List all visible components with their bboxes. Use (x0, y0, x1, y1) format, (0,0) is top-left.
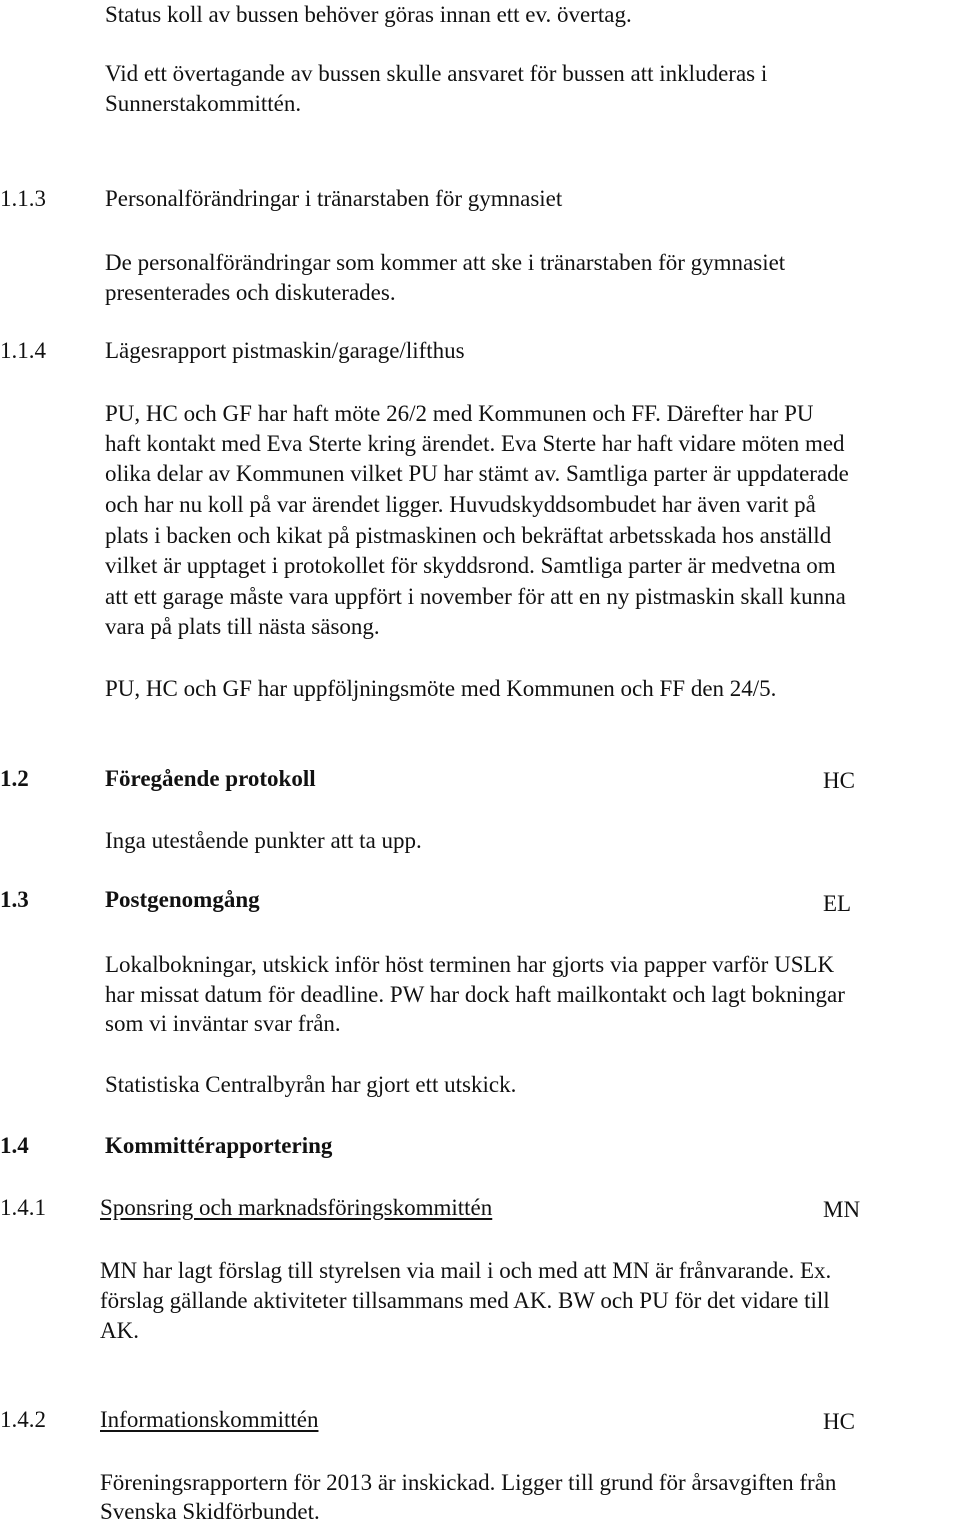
intro-paragraph-2-line-2: Sunnerstakommittén. (105, 91, 302, 116)
section-number-1-3: 1.3 (0, 887, 29, 912)
section-number-1-4: 1.4 (0, 1133, 29, 1158)
section-title-1-4: Kommittérapportering (105, 1133, 333, 1158)
section-body-line: MN har lagt förslag till styrelsen via mail i och med att MN är frånvarande. Ex. (100, 1258, 832, 1283)
section-title-1-3: Postgenomgång (105, 887, 260, 912)
section-responsible-1-2: HC (823, 768, 855, 793)
section-number-1-2: 1.2 (0, 766, 29, 791)
section-number-1-4-1: 1.4.1 (0, 1195, 46, 1220)
section-body-line: olika delar av Kommunen vilket PU har stämt av. Samtliga parter är uppdaterade (105, 461, 849, 486)
section-body-line: Föreningsrapportern för 2013 är inskickad. Ligger till grund för årsavgiften från (100, 1470, 837, 1495)
section-number-1-4-2: 1.4.2 (0, 1407, 46, 1432)
section-body-line: vilket är upptaget i protokollet för skyddsrond. Samtliga parter är medvetna om (105, 553, 836, 578)
section-responsible-1-4-2: HC (823, 1409, 855, 1434)
section-extra-1-3: Statistiska Centralbyrån har gjort ett utskick. (105, 1072, 517, 1097)
section-body-line: haft kontakt med Eva Sterte kring ärendet. Eva Sterte har haft vidare möten med (105, 431, 845, 456)
section-title-1-1-3: Personalförändringar i tränarstaben för gymnasiet (105, 186, 563, 211)
section-responsible-1-3: EL (823, 891, 852, 916)
section-body-line: som vi inväntar svar från. (105, 1011, 341, 1036)
intro-paragraph-1: Status koll av bussen behöver göras innan ett ev. övertag. (105, 2, 632, 27)
section-body-line: Svenska Skidförbundet. (100, 1499, 320, 1524)
section-responsible-1-4-1: MN (823, 1197, 861, 1222)
section-body-line: har missat datum för deadline. PW har dock haft mailkontakt och lagt bokningar (105, 982, 845, 1007)
section-followup-1-1-4: PU, HC och GF har uppföljningsmöte med Kommunen och FF den 24/5. (105, 676, 777, 701)
section-body-1-2: Inga utestående punkter att ta upp. (105, 828, 422, 853)
section-title-1-2: Föregående protokoll (105, 766, 316, 791)
section-body-line: och har nu koll på var ärendet ligger. Huvudskyddsombudet har även varit på (105, 492, 816, 517)
section-body-line: att ett garage måste vara uppfört i november för att en ny pistmaskin skall kunna (105, 584, 846, 609)
section-title-1-4-2: Informationskommittén (100, 1407, 319, 1432)
section-number-1-1-4: 1.1.4 (0, 338, 46, 363)
section-number-1-1-3: 1.1.3 (0, 186, 46, 211)
section-body-line: förslag gällande aktiviteter tillsammans med AK. BW och PU för det vidare till (100, 1288, 830, 1313)
section-body-line: PU, HC och GF har haft möte 26/2 med Kommunen och FF. Därefter har PU (105, 401, 814, 426)
section-body-line: AK. (100, 1318, 139, 1343)
section-title-1-1-4: Lägesrapport pistmaskin/garage/lifthus (105, 338, 465, 363)
section-body-1-1-3-line-2: presenterades och diskuterades. (105, 280, 396, 305)
section-title-1-4-1: Sponsring och marknadsföringskommittén (100, 1195, 493, 1220)
section-body-line: vara på plats till nästa säsong. (105, 614, 380, 639)
section-body-line: Lokalbokningar, utskick inför höst terminen har gjorts via papper varför USLK (105, 952, 835, 977)
section-body-line: plats i backen och kikat på pistmaskinen och bekräftat arbetsskada hos anställd (105, 523, 832, 548)
section-body-1-1-3-line-1: De personalförändringar som kommer att ske i tränarstaben för gymnasiet (105, 250, 786, 275)
intro-paragraph-2-line-1: Vid ett övertagande av bussen skulle ansvaret för bussen att inkluderas i (105, 61, 768, 86)
